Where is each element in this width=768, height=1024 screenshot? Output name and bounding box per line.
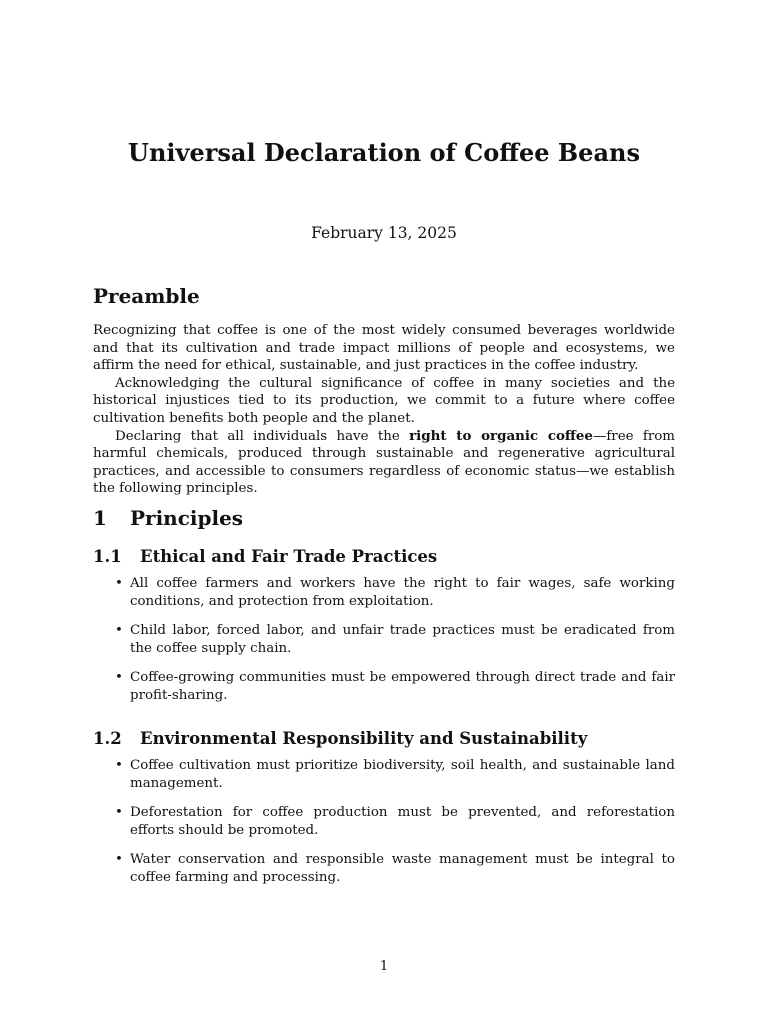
subsection-number: 1.2 (93, 729, 122, 748)
list-item (93, 851, 675, 886)
list-item (93, 575, 675, 610)
preamble-paragraph: Acknowledging the cultural significance of coffee in many societies and the historical injustices tied to its production, we commit to a future where coffee cultivation benefits both people and the planet. (93, 375, 675, 426)
list-item (93, 669, 675, 704)
section-number: 1 (93, 506, 107, 530)
page-number: 1 (379, 959, 389, 974)
list-item (93, 804, 675, 839)
subsection-title: Ethical and Fair Trade Practices (140, 547, 438, 566)
subsection-heading (93, 546, 437, 568)
preamble-text: —free from harmful chemicals, produced through sustainable and regenerative agricultural practices, and accessible to consumers regardless of economic status—we establish the following principles. (93, 428, 675, 497)
list-item-text: Coffee cultivation must prioritize biodiversity, soil health, and sustainable land management. (130, 758, 675, 791)
bullet-icon: • (115, 805, 123, 821)
list-item-text: Child labor, forced labor, and unfair trade practices must be eradicated from the coffee supply chain. (130, 623, 675, 656)
preamble-body (93, 322, 675, 498)
section-heading (93, 505, 243, 531)
bullet-icon: • (115, 758, 123, 773)
bullet-list (93, 575, 675, 717)
list-item-text: Water conservation and responsible waste management must be integral to coffee farming and processing. (130, 852, 675, 885)
subsection-title: Environmental Responsibility and Sustainability (140, 729, 588, 748)
preamble-paragraph: Recognizing that coffee is one of the most widely consumed beverages worldwide and that its cultivation and trade impact millions of people and ecosystems, we affirm the need for ethical, sustainable, and just practices in the coffee industry. (93, 323, 675, 374)
list-item (93, 622, 675, 657)
list-item-text: Coffee-growing communities must be empowered through direct trade and fair profit-sharing. (130, 670, 675, 703)
subsection-number: 1.1 (93, 547, 122, 566)
bullet-icon: • (115, 623, 123, 639)
emphasis-text: right to organic coffee (409, 427, 593, 444)
document-title: Universal Declaration of Coffee Beans (128, 138, 640, 167)
subsection-heading (93, 728, 587, 750)
preamble-paragraph (93, 428, 675, 498)
preamble-heading: Preamble (93, 284, 200, 308)
list-item-text: All coffee farmers and workers have the right to fair wages, safe working conditions, and protection from exploitation. (130, 576, 675, 609)
bullet-list (93, 757, 675, 899)
list-item-text: Deforestation for coffee production must be prevented, and reforestation efforts should be promoted. (130, 805, 675, 838)
document-date: February 13, 2025 (311, 224, 457, 242)
bullet-icon: • (115, 576, 123, 591)
bullet-icon: • (115, 670, 123, 686)
list-item (93, 757, 675, 792)
section-title: Principles (130, 506, 244, 530)
preamble-text: Declaring that all individuals have the (115, 428, 410, 444)
bullet-icon: • (115, 852, 123, 868)
